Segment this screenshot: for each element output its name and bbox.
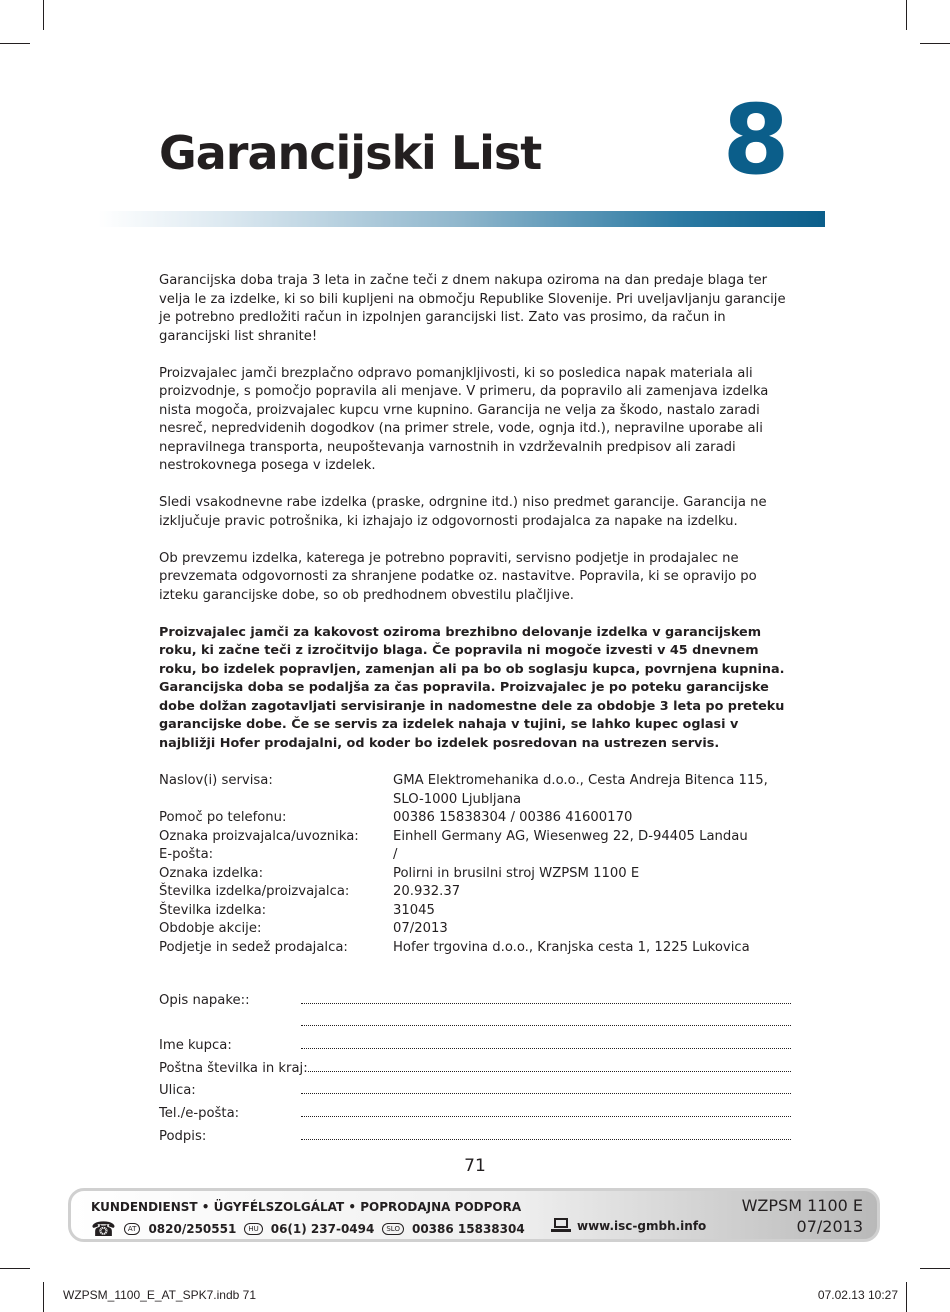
country-badge-slo: SLO [382, 1223, 404, 1235]
defect-field-line-2[interactable] [301, 1011, 791, 1026]
info-row [159, 809, 799, 828]
customer-form [159, 985, 791, 1144]
info-label: Podjetje in sedež prodajalca: [159, 939, 348, 955]
website-link[interactable]: www.isc-gmbh.info [577, 1219, 707, 1233]
street-field[interactable] [301, 1079, 791, 1094]
form-row-defect-2 [159, 1008, 791, 1031]
website-block [551, 1218, 706, 1234]
info-row [159, 883, 799, 902]
defect-field[interactable] [301, 989, 791, 1004]
buyer-name-field[interactable] [301, 1034, 791, 1049]
info-value: / [393, 847, 398, 862]
model-date: 07/2013 [796, 1217, 863, 1236]
print-slug-file: WZPSM_1100_E_AT_SPK7.indb 71 [63, 1288, 256, 1302]
postal-label: Poštna številka in kraj: [159, 1060, 308, 1076]
info-value: 31045 [393, 902, 435, 918]
form-row-phone [159, 1098, 791, 1121]
crop-mark [43, 1282, 44, 1312]
form-row-signature [159, 1121, 791, 1144]
warranty-text [159, 272, 799, 772]
info-row [159, 920, 799, 939]
laptop-icon [551, 1218, 571, 1234]
print-slug-timestamp: 07.02.13 10:27 [817, 1288, 898, 1302]
crop-mark [0, 43, 30, 44]
crop-mark [920, 43, 950, 44]
info-row [159, 865, 799, 884]
service-footer [68, 1188, 880, 1242]
buyer-label: Ime kupca: [159, 1038, 232, 1054]
crop-mark [920, 1268, 950, 1269]
info-row [159, 772, 799, 809]
phone-numbers [91, 1219, 525, 1239]
phone-email-field[interactable] [301, 1102, 791, 1117]
paragraph: Garancijska doba traja 3 leta in začne teči z dnem nakupa oziroma na dan predaje blaga ter velja le za izdelke, ki so bili kupljeni na območju Republike Slovenije. Pri uveljavljanju garancije je potrebno predložiti račun in izpolnjen garancijski list. Zato vas prosimo, da račun in garancijski list shranite! [159, 273, 786, 344]
phone-at: 0820/250551 [148, 1222, 237, 1236]
info-row [159, 902, 799, 921]
form-row-defect [159, 985, 791, 1008]
form-row-buyer [159, 1030, 791, 1053]
info-label: Naslov(i) servisa: [159, 773, 273, 788]
phone-email-label: Tel./e-pošta: [159, 1106, 240, 1122]
info-value: 20.932.37 [393, 884, 461, 899]
signature-field[interactable] [301, 1125, 791, 1140]
info-label: E-pošta: [159, 847, 214, 862]
info-value: 07/2013 [393, 921, 448, 936]
info-label: Številka izdelka/proizvajalca: [159, 884, 350, 899]
info-label: Oznaka proizvajalca/uvoznika: [159, 828, 359, 844]
crop-mark [43, 0, 44, 30]
service-info-table [159, 772, 799, 957]
info-value-line: SLO-1000 Ljubljana [393, 791, 522, 807]
paragraph: Ob prevzemu izdelka, katerega je potrebno popraviti, servisno podjetje in prodajalec ne prevzemata odgovornosti za shranjene podatke oz. nastavitve. Popravila, ki se opravijo po izteku garancijske dobe, so ob predhodnem obvestilu plačljive. [159, 550, 757, 603]
country-badge-hu: HU [244, 1223, 262, 1235]
page-number: 71 [464, 1156, 486, 1176]
form-row-postal [159, 1053, 791, 1076]
chapter-number: 8 [722, 84, 790, 196]
info-label: Obdobje akcije: [159, 921, 262, 936]
info-value: Polirni in brusilni stroj WZPSM 1100 E [393, 865, 640, 881]
telephone-icon: ☎ [91, 1217, 116, 1241]
postal-field[interactable] [308, 1057, 791, 1072]
paragraph: Sledi vsakodnevne rabe izdelka (praske, odrgnine itd.) niso predmet garancije. Garancija ne izključuje pravic potrošnika, ki izhajajo iz odgovornosti prodajalca za napake na izdelku. [159, 495, 767, 529]
phone-slo: 00386 15838304 [411, 1222, 525, 1236]
info-value: 00386 15838304 / 00386 41600170 [393, 810, 633, 825]
crop-mark [906, 1282, 907, 1312]
form-row-street [159, 1076, 791, 1099]
info-row [159, 846, 799, 865]
signature-label: Podpis: [159, 1128, 207, 1144]
info-value-line: GMA Elektromehanika d.o.o., Cesta Andreja Bitenca 115, [393, 773, 768, 788]
info-label: Pomoč po telefonu: [159, 810, 287, 825]
crop-mark [0, 1268, 30, 1269]
info-label: Številka izdelka: [159, 902, 267, 918]
crop-mark [906, 0, 907, 30]
street-label: Ulica: [159, 1083, 196, 1099]
info-row [159, 828, 799, 847]
model-block [742, 1195, 863, 1237]
service-line: KUNDENDIENST • ÜGYFÉLSZOLGÁLAT • POPRODAJNA PODPORA [91, 1200, 522, 1214]
defect-label: Opis napake:: [159, 992, 250, 1008]
header-gradient-band [98, 211, 825, 227]
bold-paragraph: Proizvajalec jamči za kakovost oziroma brezhibno delovanje izdelka v garancijskem roku, ki začne teči z izročitvijo blaga. Če popravila ni mogoče izvesti v 45 dnevnem roku, bo izdelek popravljen, zamenjan ali pa bo ob soglasju kupca, povrnjena kupnina. Garancijska doba se podaljša za čas popravila. Proizvajalec je po poteku garancijske dobe dolžan zagotavljati servisiranje in nadomestne dele za obdobje 3 leta po preteku garancijske dobe. Če se servis za izdelek nahaja v tujini, se lahko kupec oglasi v najbližji Hofer prodajalni, od koder bo izdelek posredovan na ustrezen servis. [159, 624, 785, 751]
info-label: Oznaka izdelka: [159, 865, 264, 881]
info-value: Hofer trgovina d.o.o., Kranjska cesta 1, 1225 Lukovica [393, 939, 750, 955]
paragraph: Proizvajalec jamči brezplačno odpravo pomanjkljivosti, ki so posledica napak materiala ali proizvodnje, s pomočjo popravila ali menjave. V primeru, da popravilo ali zamenjava izdelka nista mogoča, proizvajalec kupcu vrne kupnino. Garancija ne velja za škodo, nastalo zaradi nesreč, nepredvidenih dogodkov (na primer strele, vode, ognja itd.), nepravilne uporabe ali nepravilnega transporta, neupoštevanja varnostnih in vzdrževalnih predpisov ali zaradi nestrokovnega posega v izdelek. [159, 365, 769, 473]
info-row [159, 939, 799, 958]
info-value: Einhell Germany AG, Wiesenweg 22, D-94405 Landau [393, 828, 748, 844]
country-badge-at: AT [124, 1223, 141, 1235]
info-value [393, 772, 799, 809]
page-title: Garancijski List [159, 126, 542, 180]
model-name: WZPSM 1100 E [741, 1196, 863, 1215]
phone-hu: 06(1) 237-0494 [270, 1222, 375, 1236]
